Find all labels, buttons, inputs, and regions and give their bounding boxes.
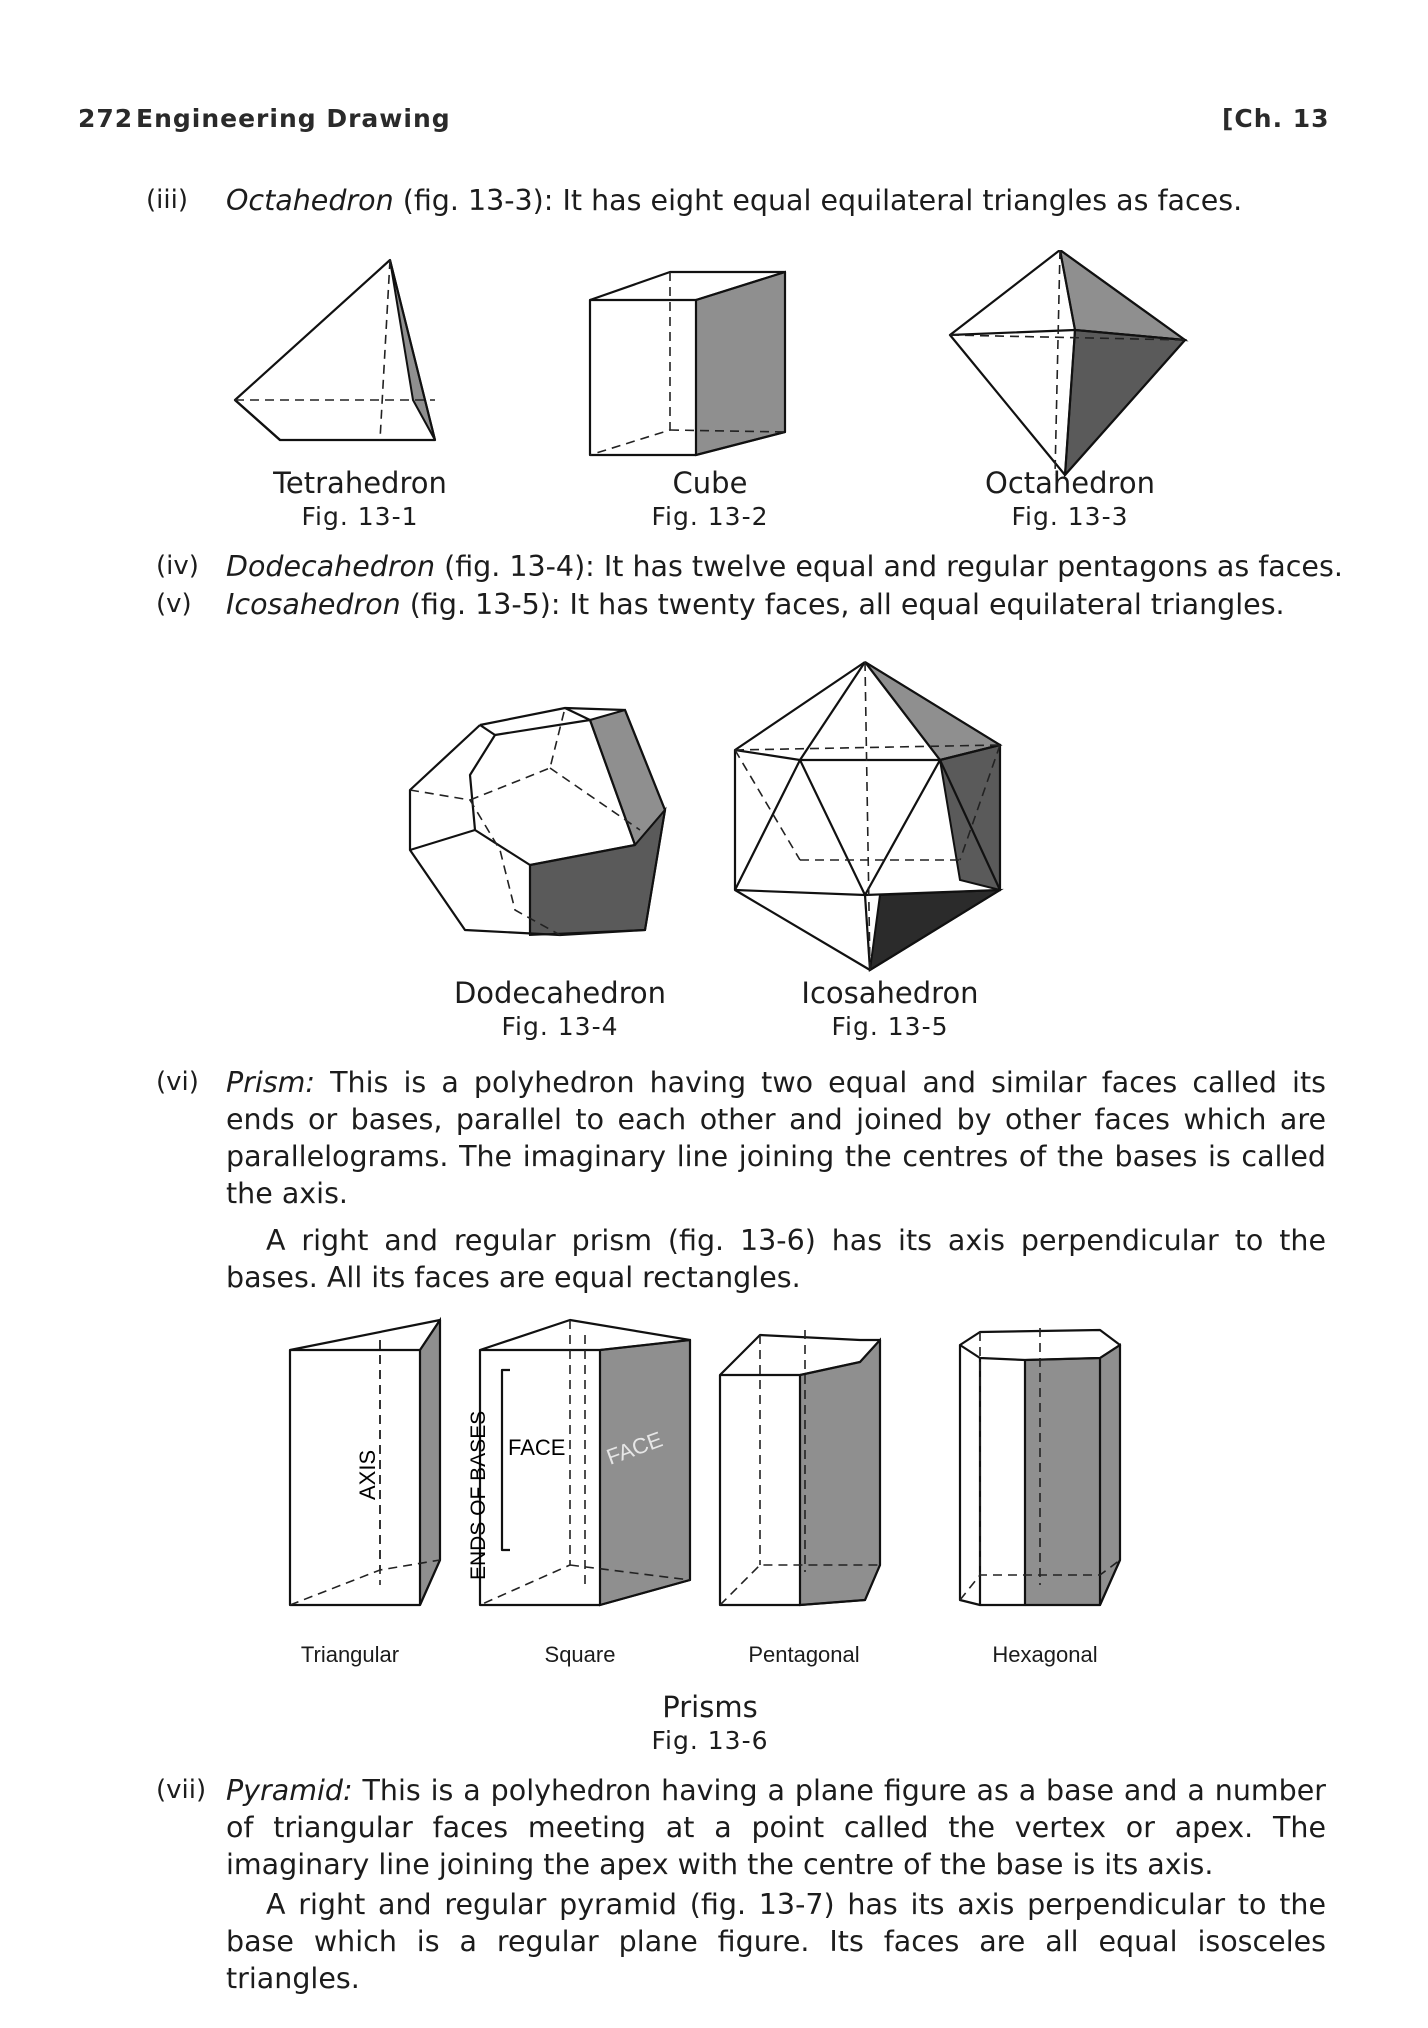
figure-label: Fig. 13-5 [831,1012,949,1041]
item-octahedron [146,182,1326,219]
prism-label-triangular: Triangular [300,1642,400,1667]
tetrahedron-drawing [235,260,435,440]
term: Octahedron [226,184,394,217]
item-dodecahedron [156,548,1346,585]
text: (fig. 13-3): It has eight equal equilateral triangles as faces. [393,184,1243,217]
ends-of-bases-label: ENDS OF BASES [467,1410,490,1580]
caption-dodecahedron [430,976,690,1044]
prisms-figure [280,1310,1150,1640]
face-label-front: FACE [508,1435,566,1460]
item-number: (vi) [156,1067,199,1097]
text: This is a polyhedron having a plane figure as a base and a number of triangular faces meeting at a point called the vertex or apex. The imaginary line joining the apex with the centre of the base is its axis. [226,1774,1326,1881]
item-number: (iii) [146,185,188,215]
term: Icosahedron [226,588,401,621]
figure-name: Octahedron [985,466,1155,500]
figure-label: Fig. 13-4 [501,1012,619,1041]
item-pyramid [156,1772,1326,1883]
prism-paragraph-2: A right and regular prism (fig. 13-6) has its axis perpendicular to the bases. All its faces are equal rectangles. [226,1224,1326,1294]
item-number: (vii) [156,1775,207,1805]
figure-name: Dodecahedron [453,976,667,1010]
figure-name: Icosahedron [801,976,979,1010]
pentagonal-prism-drawing [720,1330,880,1605]
item-icosahedron [156,586,1346,623]
figure-label: Fig. 13-2 [651,502,769,531]
icosahedron-drawing [735,662,1000,970]
caption-cube [600,466,820,534]
caption-octahedron [950,466,1190,534]
caption-tetrahedron [240,466,480,534]
book-title: Engineering Drawing [136,104,451,133]
face-label-side: FACE [603,1426,666,1470]
hexagonal-prism-drawing [960,1328,1120,1605]
pyramid-paragraph-2: A right and regular pyramid (fig. 13-7) has its axis perpendicular to the base which is a regular plane figure. Its faces are all equal isosceles triangles. [226,1888,1326,1995]
item-number: (v) [156,589,192,619]
prism-label-square: Square [544,1642,616,1667]
term: Dodecahedron [226,550,436,583]
text: (fig. 13-4): It has twelve equal and regular pentagons as faces. [435,550,1343,583]
dodecahedron-drawing [410,708,665,935]
term: Prism: [226,1066,316,1099]
prism-label-hexagonal: Hexagonal [992,1642,1098,1667]
term: Pyramid: [226,1774,353,1807]
item-number: (iv) [156,551,199,581]
polyhedra-figures-row-1 [230,250,1190,480]
figure-name: Tetrahedron [273,466,447,500]
axis-label: AXIS [355,1449,380,1500]
item-prism [156,1064,1326,1212]
text: (fig. 13-5): It has twenty faces, all equal equilateral triangles. [400,588,1285,621]
figure-name: Cube [672,466,748,500]
figure-label: Fig. 13-6 [651,1726,769,1755]
text: This is a polyhedron having two equal and similar faces called its ends or bases, parallel to each other and joined by other faces which are parallelograms. The imaginary line joining the centres of the bases is called the axis. [226,1066,1326,1210]
octahedron-drawing [950,250,1185,475]
caption-icosahedron [760,976,1020,1044]
polyhedra-figures-row-2 [400,650,1020,980]
figure-label: Fig. 13-1 [301,502,419,531]
figure-name: Prisms [662,1690,758,1724]
caption-prisms [600,1690,820,1758]
page-number: 272 [78,104,134,133]
chapter-label: [Ch. 13 [1222,104,1330,133]
figure-label: Fig. 13-3 [1011,502,1129,531]
cube-drawing [590,272,785,455]
prism-label-pentagonal: Pentagonal [748,1642,860,1667]
square-prism-drawing [480,1320,690,1605]
